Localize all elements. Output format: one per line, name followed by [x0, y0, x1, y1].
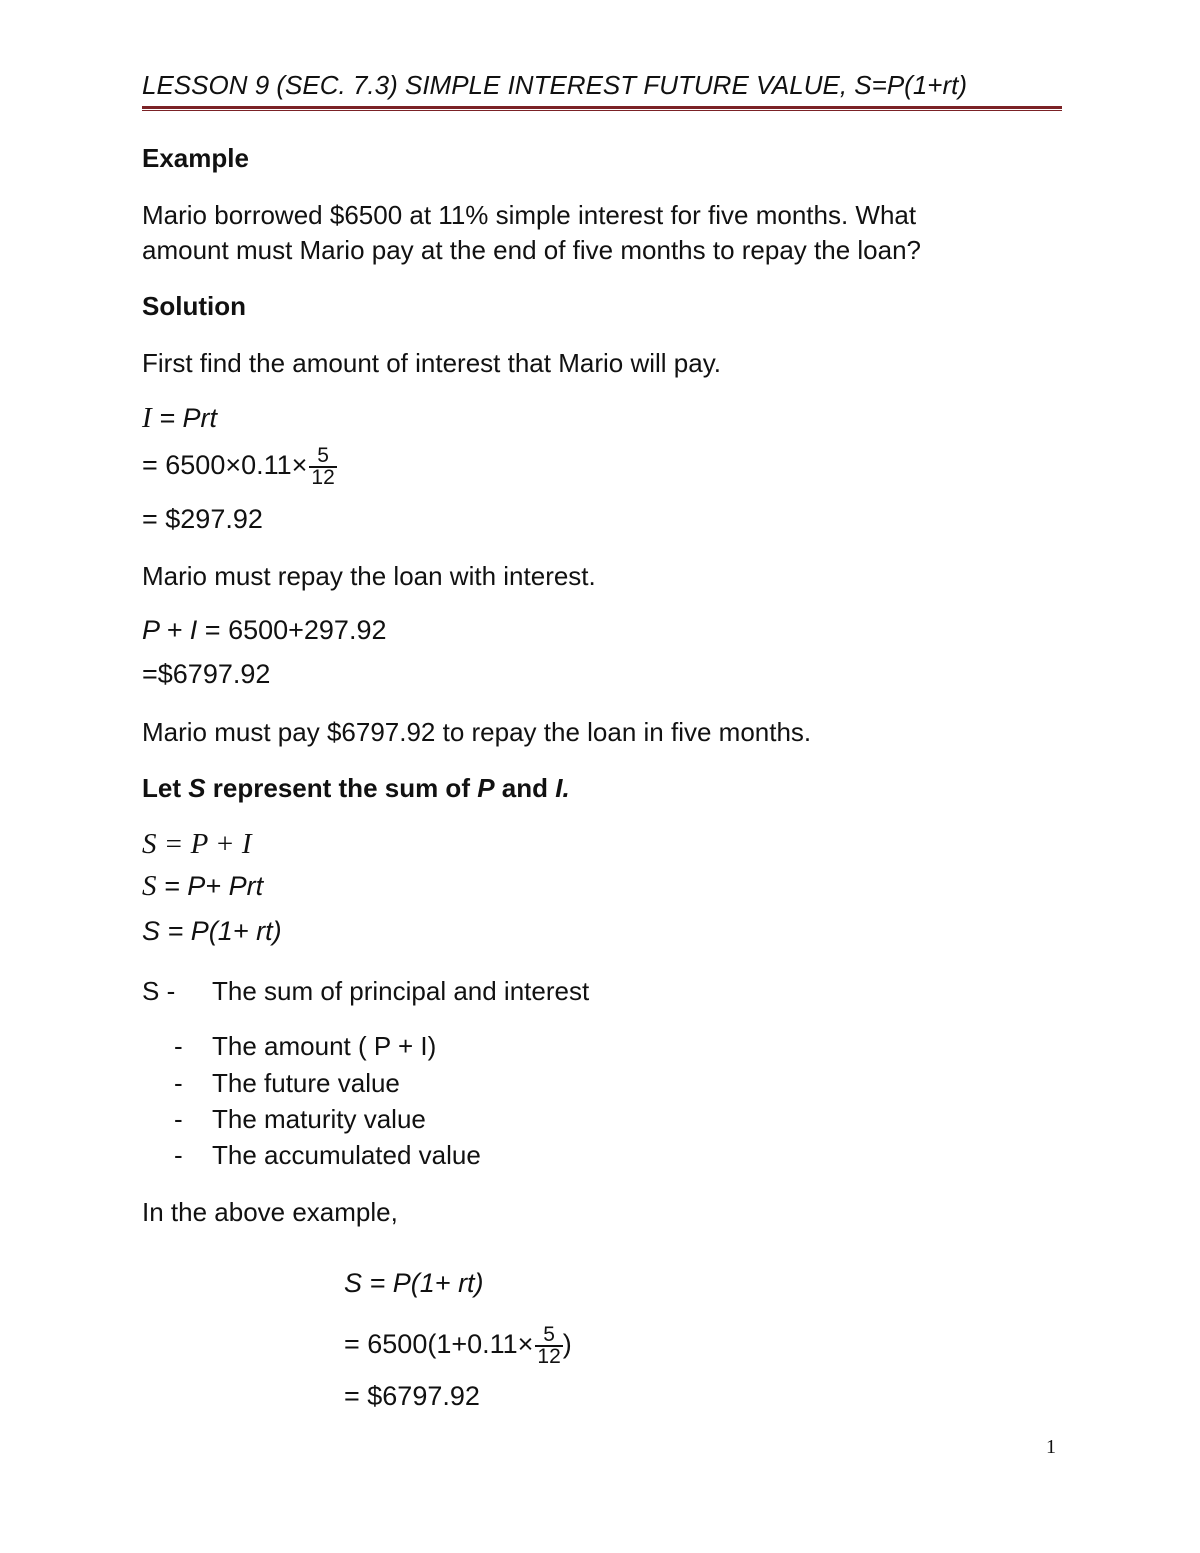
bullet-accumulated-value: The accumulated value: [212, 1140, 481, 1170]
above-example-substitution: [344, 1325, 572, 1367]
formula-s-equals-p-plus-prt: [142, 871, 263, 901]
formula-lhs: S: [142, 916, 161, 946]
fraction-denominator: 12: [311, 466, 335, 489]
bullet-dash: -: [174, 1031, 183, 1061]
represent-text: represent the sum of: [205, 773, 478, 803]
formula-rhs: = P(1+ rt): [167, 916, 282, 946]
let-s-statement: [142, 773, 570, 803]
fraction-denominator: 12: [537, 1345, 561, 1368]
definition-meaning: The sum of principal and interest: [212, 976, 590, 1006]
bullet-dash: -: [174, 1140, 183, 1170]
var-s: S: [188, 773, 206, 803]
var-p: P: [477, 773, 495, 803]
formula-lhs: S: [142, 870, 157, 902]
page-number: 1: [1046, 1436, 1056, 1458]
header-rule: [142, 106, 1062, 109]
bullet-amount: The amount ( P + I): [212, 1031, 437, 1061]
fraction-five-twelfths: [535, 1325, 562, 1367]
bullet-dash: -: [174, 1068, 183, 1098]
eq-substitution: = 6500(1+0.11×: [344, 1329, 534, 1360]
formula-rhs: = P+ Prt: [164, 871, 264, 901]
solution-intro: First find the amount of interest that Mario will pay.: [142, 348, 721, 378]
formula-s-equals-p-one-plus-rt: [142, 916, 282, 946]
repay-text: Mario must repay the loan with interest.: [142, 561, 596, 591]
equation-sum-result: =$6797.92: [142, 659, 271, 689]
fraction-numerator: 5: [317, 444, 329, 467]
equation-interest-formula: [142, 403, 217, 433]
fraction-numerator: 5: [543, 1323, 555, 1346]
equation-interest-substitution: [142, 446, 337, 488]
equation-interest-result: = $297.92: [142, 504, 263, 534]
bullet-maturity-value: The maturity value: [212, 1104, 426, 1134]
eq-lhs: P + I: [142, 615, 198, 645]
fraction-five-twelfths: [309, 446, 336, 488]
above-example-result: = $6797.92: [344, 1381, 480, 1411]
formula-s-equals-p-plus-i: S = P + I: [142, 828, 252, 860]
closing-paren: ): [562, 1329, 572, 1360]
example-heading: Example: [142, 143, 249, 173]
definition-term: S -: [142, 976, 176, 1006]
example-text-line-2: amount must Mario pay at the end of five months to repay the loan?: [142, 235, 921, 265]
bullet-dash: -: [174, 1104, 183, 1134]
example-text-line-1: Mario borrowed $6500 at 11% simple interest for five months. What: [142, 200, 917, 230]
header-rule-thin: [142, 110, 1062, 111]
above-example-intro: In the above example,: [142, 1197, 398, 1227]
eq-substitution: = 6500×0.11×: [142, 450, 308, 481]
above-example-formula: S = P(1+ rt): [344, 1268, 484, 1298]
and-text: and: [494, 773, 556, 803]
eq-rhs: = 6500+297.92: [204, 615, 387, 645]
page-header-title: LESSON 9 (SEC. 7.3) SIMPLE INTEREST FUTURE VALUE, S=P(1+rt): [142, 70, 968, 100]
equation-sum-substitution: [142, 615, 386, 645]
conclusion-text: Mario must pay $6797.92 to repay the loan in five months.: [142, 717, 812, 747]
let-text: Let: [142, 773, 189, 803]
var-i: I.: [555, 773, 570, 803]
eq-rhs: = Prt: [159, 403, 217, 433]
eq-var-i: I: [142, 402, 152, 434]
solution-heading: Solution: [142, 291, 246, 321]
bullet-future-value: The future value: [212, 1068, 400, 1098]
